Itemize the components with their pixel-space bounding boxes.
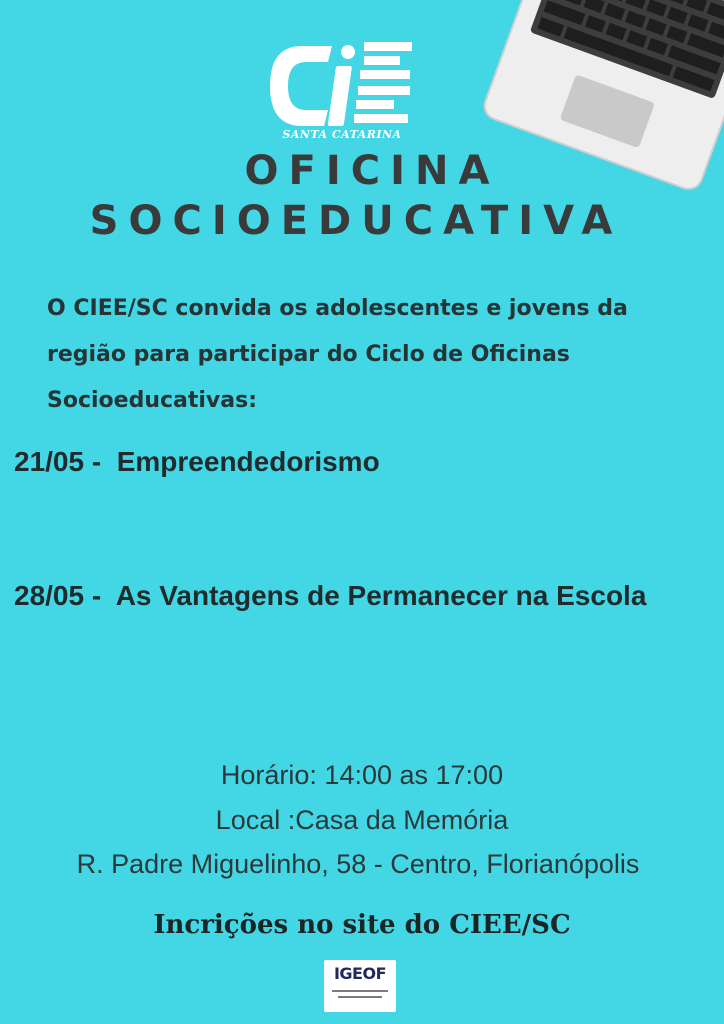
igeof-logo [324,960,396,1012]
event-location: Local :Casa da Memória [215,805,509,835]
logo-fine-print [338,996,382,998]
logo-subtitle: SANTA CATARINA [282,128,402,141]
title-line-2: SOCIOEDUCATIVA [89,198,623,244]
event-time: Horário: 14:00 as 17:00 [220,760,504,790]
intro-text: O CIEE/SC convida os adolescentes e jovens da região para participar do Ciclo de Oficinas Socioeducativas: [47,296,628,413]
event-item: 21/05 - Empreendedorismo [14,446,380,477]
event-item: 28/05 - As Vantagens de Permanecer na Escola [14,580,647,611]
signup-text: Incrições no site do CIEE/SC [153,910,571,940]
title-line-1: OFICINA [244,148,500,194]
igeof-wordmark: IGEOF [333,964,387,983]
logo-fine-print [332,990,388,992]
event-address: R. Padre Miguelinho, 58 - Centro, Florianópolis [76,849,640,879]
